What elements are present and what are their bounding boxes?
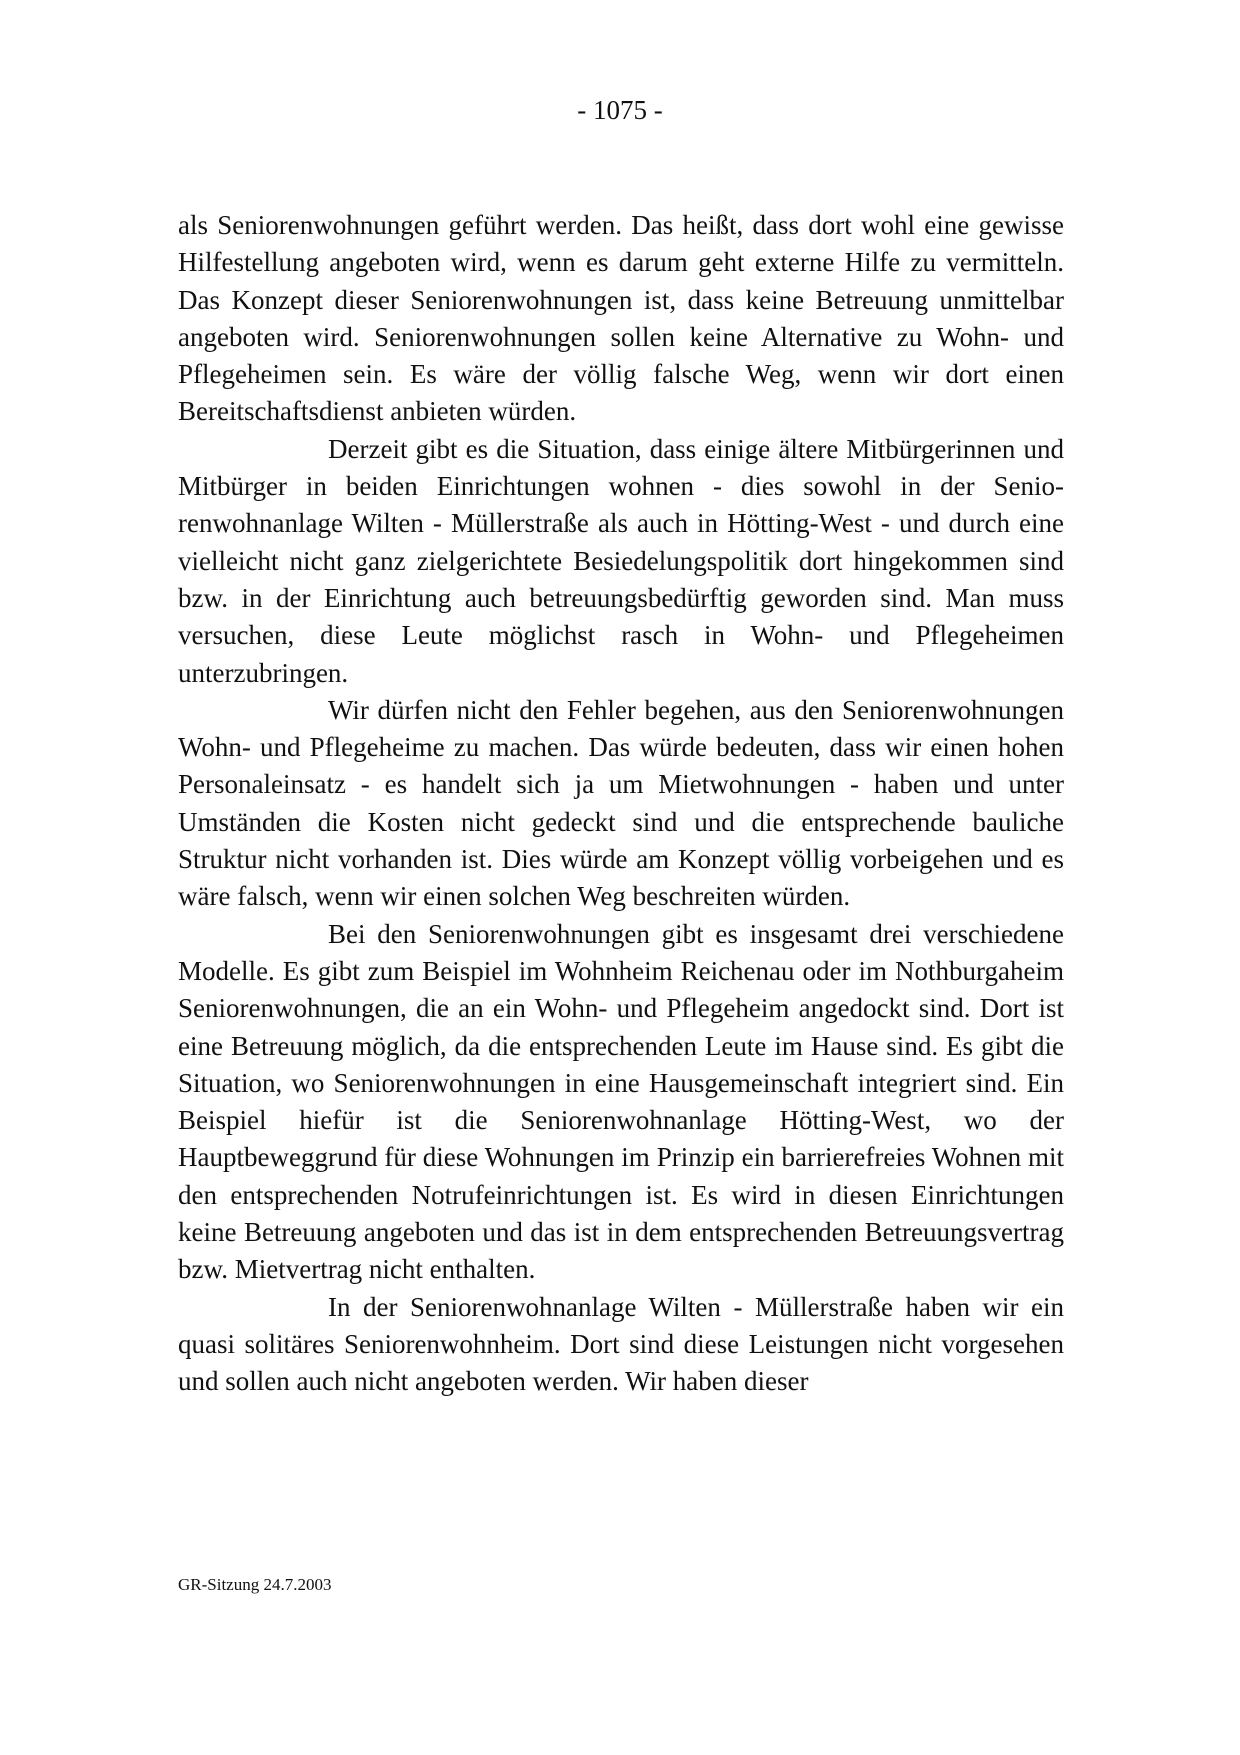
paragraph-5: In der Seniorenwohnanlage Wilten - Müllerstraße haben wir ein quasi solitäres Seniorenwohnheim. Dort sind diese Leistungen nicht vorgesehen und sollen auch nicht angeboten werden. Wir haben dieser	[178, 1291, 1064, 1397]
paragraph-4: Bei den Seniorenwohnungen gibt es insgesamt drei verschiedene Modelle. Es gibt zum Beispiel im Wohnheim Reichenau oder im Nothburgaheim Seniorenwohnungen, die an ein Wohn- und Pflegeheim angedockt sind. Dort ist eine Betreuung möglich, da die entsprechenden Leute im Hause sind. Es gibt die Situation, wo Seniorenwohnungen in eine Hausgemeinschaft integriert sind. Ein Beispiel hiefür ist die Seniorenwohnanlage Hötting-West, wo der Hauptbeweggrund für diese Wohnungen im Prinzip ein barrierefreies Wohnen mit den entsprechenden Notrufeinrichtungen ist. Es wird in diesen Einrichtungen keine Betreuung angeboten und das ist in dem entsprechenden Betreuungsvertrag bzw. Mietvertrag nicht enthalten.	[178, 918, 1064, 1285]
document-body	[178, 207, 1064, 1401]
paragraph-2: Derzeit gibt es die Situation, dass einige ältere Mitbürgerinnen und Mitbürger in beiden Einrichtungen wohnen - dies sowohl in der Seniorenwohnanlage Wilten - Müllerstraße als auch in Hötting-West - und durch eine vielleicht nicht ganz zielgerichtete Besiedelungspolitik dort hingekommen sind bzw. in der Einrichtung auch betreuungsbedürftig geworden sind. Man muss versuchen, diese Leute möglichst rasch in Wohn- und Pflegeheimen unterzubringen.	[178, 433, 1064, 688]
paragraph-3: Wir dürfen nicht den Fehler begehen, aus den Seniorenwohnungen Wohn- und Pflegeheime zu machen. Das würde bedeuten, dass wir einen hohen Personaleinsatz - es handelt sich ja um Mietwohnungen - haben und unter Umständen die Kosten nicht gedeckt sind und die entsprechende bauliche Struktur nicht vorhanden ist. Dies würde am Konzept völlig vorbeigehen und es wäre falsch, wenn wir einen solchen Weg beschreiten würden.	[178, 694, 1064, 912]
paragraph-1: als Seniorenwohnungen geführt werden. Das heißt, dass dort wohl eine gewisse Hilfestellung angeboten wird, wenn es darum geht externe Hilfe zu vermitteln. Das Konzept dieser Seniorenwohnungen ist, dass keine Betreuung unmittelbar angeboten wird. Seniorenwohnungen sollen keine Alternative zu Wohn- und Pflegeheimen sein. Es wäre der völlig falsche Weg, wenn wir dort einen Bereitschaftsdienst anbieten würden.	[178, 210, 1064, 427]
page-number: - 1075 -	[577, 95, 663, 125]
footer-session-label: GR-Sitzung 24.7.2003	[178, 1575, 332, 1594]
